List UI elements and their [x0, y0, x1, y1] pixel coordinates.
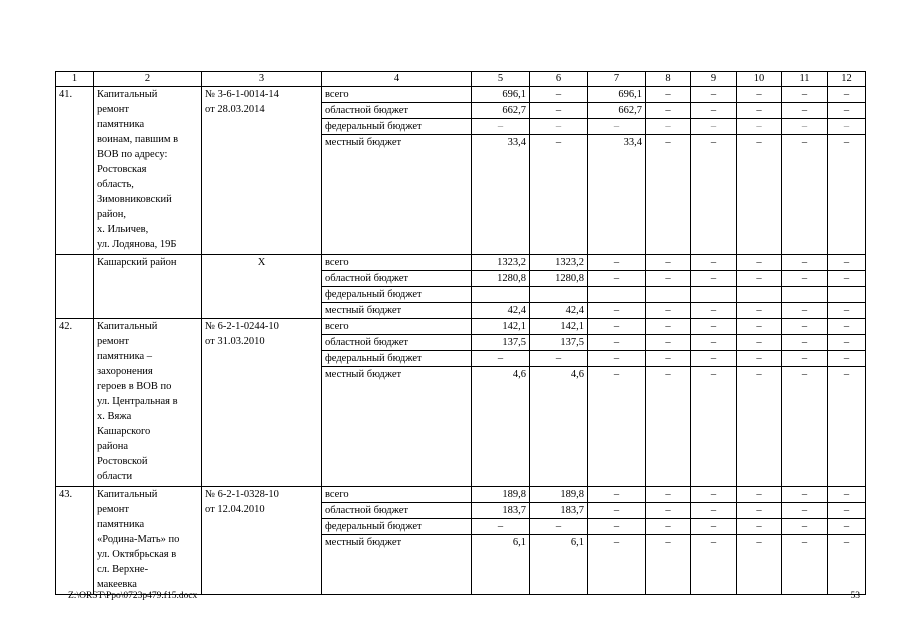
funding-source-cell: местный бюджет [322, 535, 472, 595]
value-cell: – [737, 271, 782, 287]
value-cell: – [588, 319, 646, 335]
value-cell: – [782, 135, 828, 255]
value-cell: – [782, 119, 828, 135]
table-row [56, 255, 866, 271]
footer-page-number: 53 [850, 591, 860, 601]
object-name-line: Капитальный [97, 321, 158, 332]
value-cell: – [691, 255, 737, 271]
value-cell: – [530, 135, 588, 255]
table-row [56, 87, 866, 103]
value-cell: – [588, 255, 646, 271]
value-cell: – [828, 119, 866, 135]
value-cell: – [646, 87, 691, 103]
value-cell: 1280,8 [472, 271, 530, 287]
document-cell [202, 319, 322, 487]
value-cell: 137,5 [472, 335, 530, 351]
value-cell: – [737, 535, 782, 595]
value-cell [588, 287, 646, 303]
column-number-cell: 1 [56, 72, 94, 87]
value-cell: – [828, 255, 866, 271]
value-cell: – [828, 351, 866, 367]
value-cell: 142,1 [472, 319, 530, 335]
value-cell: – [737, 135, 782, 255]
object-name-cell [94, 487, 202, 595]
funding-source-cell: областной бюджет [322, 335, 472, 351]
column-number-cell: 6 [530, 72, 588, 87]
object-name-line: Капитальный [97, 489, 158, 500]
value-cell: – [646, 535, 691, 595]
value-cell: – [472, 519, 530, 535]
value-cell: – [737, 319, 782, 335]
document-line: от 12.04.2010 [205, 504, 265, 515]
value-cell: – [782, 487, 828, 503]
value-cell: 42,4 [530, 303, 588, 319]
value-cell: 6,1 [530, 535, 588, 595]
value-cell: – [530, 103, 588, 119]
object-name-cell [94, 319, 202, 487]
value-cell: 662,7 [472, 103, 530, 119]
document-line: № 3-6-1-0014-14 [205, 89, 279, 100]
value-cell: – [691, 135, 737, 255]
value-cell: 662,7 [588, 103, 646, 119]
value-cell: – [782, 367, 828, 487]
row-number-cell: 43. [56, 487, 94, 595]
value-cell: – [782, 335, 828, 351]
object-name-line: героев в ВОВ по [97, 381, 172, 392]
value-cell: – [530, 87, 588, 103]
object-name-line: ВОВ по адресу: [97, 149, 168, 160]
column-number-cell: 11 [782, 72, 828, 87]
object-name-line: ремонт [97, 336, 130, 347]
value-cell: – [646, 135, 691, 255]
value-cell [646, 287, 691, 303]
value-cell: – [828, 319, 866, 335]
object-name-line: Ростовская [97, 164, 147, 175]
value-cell: – [828, 103, 866, 119]
value-cell: – [646, 319, 691, 335]
value-cell: – [691, 271, 737, 287]
value-cell: – [828, 271, 866, 287]
value-cell: 1280,8 [530, 271, 588, 287]
value-cell: – [646, 503, 691, 519]
value-cell: – [691, 319, 737, 335]
value-cell: – [828, 487, 866, 503]
funding-source-cell: местный бюджет [322, 135, 472, 255]
object-name-line: ул. Центральная в [97, 396, 178, 407]
object-name-line: «Родина-Мать» по [97, 534, 180, 545]
value-cell: – [737, 103, 782, 119]
table-row [56, 487, 866, 503]
value-cell: – [472, 119, 530, 135]
value-cell: – [588, 367, 646, 487]
object-name-line: Зимовниковский [97, 194, 172, 205]
value-cell: – [588, 535, 646, 595]
value-cell: – [737, 303, 782, 319]
document-cell [202, 87, 322, 255]
value-cell: – [737, 367, 782, 487]
object-name-line: Кашарского [97, 426, 151, 437]
value-cell: – [691, 487, 737, 503]
object-name-line: область, [97, 179, 134, 190]
value-cell: – [737, 119, 782, 135]
value-cell: – [646, 487, 691, 503]
value-cell [691, 287, 737, 303]
object-name-line: х. Ильичев, [97, 224, 149, 235]
document-cell [202, 255, 322, 319]
column-number-row [56, 72, 866, 87]
object-name-line: ул. Октябрьская в [97, 549, 177, 560]
value-cell: – [737, 519, 782, 535]
value-cell: – [646, 119, 691, 135]
value-cell: – [782, 87, 828, 103]
value-cell: – [828, 503, 866, 519]
value-cell: – [782, 103, 828, 119]
value-cell: – [691, 303, 737, 319]
value-cell [782, 287, 828, 303]
program-table [55, 71, 866, 595]
value-cell: – [691, 87, 737, 103]
value-cell: – [737, 487, 782, 503]
value-cell: – [646, 519, 691, 535]
value-cell: – [782, 535, 828, 595]
funding-source-cell: областной бюджет [322, 103, 472, 119]
value-cell: – [828, 535, 866, 595]
value-cell: – [530, 119, 588, 135]
object-name-line: области [97, 471, 133, 482]
value-cell: – [588, 351, 646, 367]
funding-source-cell: областной бюджет [322, 271, 472, 287]
document-line: № 6-2-1-0244-10 [205, 321, 279, 332]
value-cell: – [691, 519, 737, 535]
value-cell: – [472, 351, 530, 367]
funding-source-cell: федеральный бюджет [322, 119, 472, 135]
value-cell: 6,1 [472, 535, 530, 595]
value-cell: – [782, 255, 828, 271]
row-number-cell: 42. [56, 319, 94, 487]
object-name-cell [94, 87, 202, 255]
value-cell: – [588, 303, 646, 319]
value-cell [472, 287, 530, 303]
object-name-line: район, [97, 209, 127, 220]
object-name-line: х. Вяжа [97, 411, 132, 422]
value-cell: 1323,2 [530, 255, 588, 271]
object-name-line: сл. Верхне- [97, 564, 149, 575]
object-name-line: макеевка [97, 579, 137, 590]
value-cell: – [691, 503, 737, 519]
value-cell: – [588, 519, 646, 535]
value-cell: – [588, 271, 646, 287]
object-name-line: ремонт [97, 504, 130, 515]
column-number-cell: 5 [472, 72, 530, 87]
object-name-line: воинам, павшим в [97, 134, 179, 145]
value-cell: – [782, 519, 828, 535]
object-name-line: Ростовской [97, 456, 148, 467]
column-number-cell: 12 [828, 72, 866, 87]
value-cell: – [737, 335, 782, 351]
funding-source-cell: всего [322, 87, 472, 103]
value-cell: – [588, 335, 646, 351]
value-cell: 696,1 [588, 87, 646, 103]
value-cell: 4,6 [530, 367, 588, 487]
value-cell: – [588, 487, 646, 503]
funding-source-cell: федеральный бюджет [322, 287, 472, 303]
object-name-line: захоронения [97, 366, 153, 377]
value-cell: 33,4 [588, 135, 646, 255]
value-cell [737, 287, 782, 303]
value-cell: 33,4 [472, 135, 530, 255]
value-cell: – [782, 503, 828, 519]
value-cell: – [828, 135, 866, 255]
object-name-line: района [97, 441, 129, 452]
value-cell: – [782, 271, 828, 287]
value-cell [530, 287, 588, 303]
value-cell [828, 287, 866, 303]
value-cell: 137,5 [530, 335, 588, 351]
value-cell: 142,1 [530, 319, 588, 335]
value-cell: – [737, 87, 782, 103]
value-cell: – [782, 319, 828, 335]
object-name-cell [94, 255, 202, 319]
value-cell: 42,4 [472, 303, 530, 319]
funding-source-cell: всего [322, 487, 472, 503]
table-row [56, 319, 866, 335]
value-cell: – [646, 303, 691, 319]
value-cell: – [530, 519, 588, 535]
value-cell: 183,7 [472, 503, 530, 519]
value-cell: – [588, 119, 646, 135]
value-cell: – [646, 271, 691, 287]
value-cell: – [691, 335, 737, 351]
value-cell: – [737, 503, 782, 519]
row-number-cell: 41. [56, 87, 94, 255]
object-name-line: памятника [97, 119, 145, 130]
value-cell: – [828, 519, 866, 535]
column-number-cell: 2 [94, 72, 202, 87]
value-cell: – [737, 351, 782, 367]
object-name-line: памятника [97, 519, 145, 530]
value-cell: – [588, 503, 646, 519]
object-name-line: Капитальный [97, 89, 158, 100]
value-cell: 183,7 [530, 503, 588, 519]
value-cell: – [828, 367, 866, 487]
value-cell: – [646, 335, 691, 351]
funding-source-cell: местный бюджет [322, 303, 472, 319]
value-cell: – [530, 351, 588, 367]
object-name-line: ремонт [97, 104, 130, 115]
funding-source-cell: всего [322, 255, 472, 271]
value-cell: – [737, 255, 782, 271]
row-number-cell [56, 255, 94, 319]
value-cell: – [646, 255, 691, 271]
value-cell: – [646, 351, 691, 367]
document-line: Х [257, 257, 266, 268]
column-number-cell: 8 [646, 72, 691, 87]
document-line: от 31.03.2010 [205, 336, 265, 347]
value-cell: – [691, 103, 737, 119]
footer-filename: Z:\ORST\Ppo\0723p479.f15.docx [68, 591, 198, 601]
funding-source-cell: всего [322, 319, 472, 335]
value-cell: 696,1 [472, 87, 530, 103]
object-name-line: Кашарский район [97, 257, 177, 268]
value-cell: – [646, 103, 691, 119]
funding-source-cell: областной бюджет [322, 503, 472, 519]
funding-source-cell: федеральный бюджет [322, 519, 472, 535]
value-cell: – [782, 303, 828, 319]
column-number-cell: 3 [202, 72, 322, 87]
value-cell: – [782, 351, 828, 367]
column-number-cell: 10 [737, 72, 782, 87]
value-cell: – [646, 367, 691, 487]
document-cell [202, 487, 322, 595]
value-cell: – [691, 367, 737, 487]
value-cell: 4,6 [472, 367, 530, 487]
value-cell: 189,8 [472, 487, 530, 503]
value-cell: – [691, 535, 737, 595]
document-line: № 6-2-1-0328-10 [205, 489, 279, 500]
object-name-line: ул. Лодянова, 19Б [97, 239, 177, 250]
value-cell: – [691, 119, 737, 135]
value-cell: 1323,2 [472, 255, 530, 271]
object-name-line: памятника – [97, 351, 153, 362]
column-number-cell: 9 [691, 72, 737, 87]
funding-source-cell: местный бюджет [322, 367, 472, 487]
column-number-cell: 4 [322, 72, 472, 87]
value-cell: – [828, 303, 866, 319]
funding-source-cell: федеральный бюджет [322, 351, 472, 367]
document-line: от 28.03.2014 [205, 104, 265, 115]
value-cell: 189,8 [530, 487, 588, 503]
value-cell: – [828, 87, 866, 103]
value-cell: – [828, 335, 866, 351]
column-number-cell: 7 [588, 72, 646, 87]
value-cell: – [691, 351, 737, 367]
